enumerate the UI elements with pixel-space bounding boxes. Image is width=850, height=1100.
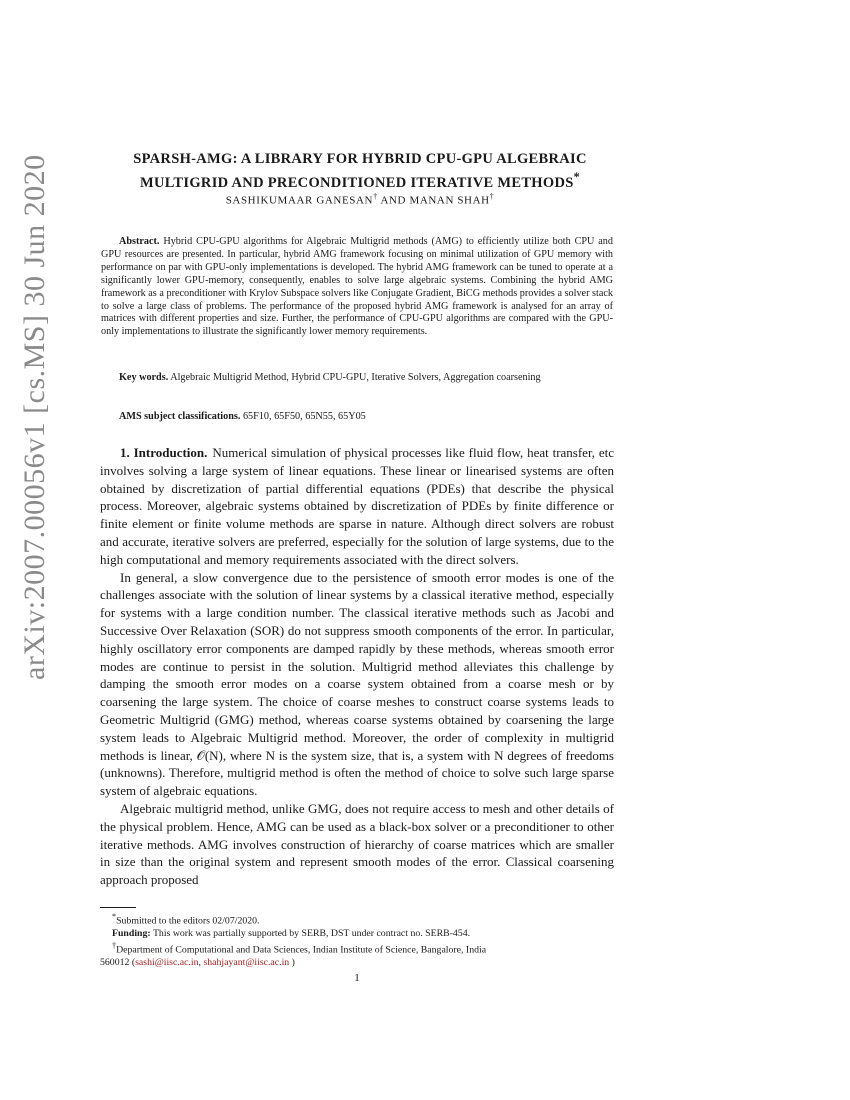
intro-paragraph-1-text: Numerical simulation of physical processes like fluid flow, heat transfer, etc involves solving a large system of linear equations. These linear or linearised systems are often obtained by discretization of partial differential equations (PDEs) that describe the physical process. Moreover, algebraic systems obtained by discretization of PDEs by finite difference or finite element or finite volume methods are sparse in nature. Although direct solvers are robust and accurate, iterative solvers are preferred, especially for the solution of large systems, due to the high computational and memory requirements associated with the direct solvers. [100, 445, 615, 567]
footnote-affiliation-mark: † [112, 941, 117, 951]
footnote-rule [100, 907, 136, 908]
author-2-mark: † [489, 192, 495, 201]
affiliation-text: Department of Computational and Data Sciences, Indian Institute of Science, Bangalore, India [116, 944, 487, 956]
title-line-2-text: MULTIGRID AND PRECONDITIONED ITERATIVE METHODS [140, 174, 574, 191]
author-line [100, 192, 620, 207]
email-link-2[interactable]: shahjayant@iisc.ac.in [203, 956, 290, 968]
keywords-label: Key words. [119, 372, 169, 383]
keywords [101, 372, 613, 385]
footnote-funding [100, 928, 614, 940]
introduction-section [100, 444, 614, 889]
abstract-text: Hybrid CPU-GPU algorithms for Algebraic Multigrid methods (AMG) to efficiently utilize both CPU and GPU resources are presented. In particular, hybrid AMG framework focusing on minimal utilization of GPU memory with performance on par with GPU-only implementations is developed. The hybrid AMG framework can be tuned to operate at a significantly lower GPU-memory, consequently, enables to solve large algebraic systems. Combining the hybrid AMG framework as a preconditioner with Krylov Subspace solvers like Conjugate Gradient, BiCG methods provides a solver stack to solve a large class of problems. The performance of the proposed hybrid AMG framework is analysed for an array of matrices with different properties and size. Further, the performance of CPU-GPU algorithms are compared with the GPU-only implementations to illustrate the significantly lower memory requirements. [101, 236, 613, 338]
email-separator: , [198, 956, 204, 968]
title-footnote-mark: * [573, 170, 580, 184]
email-link-1[interactable]: sashi@iisc.ac.in [135, 956, 199, 968]
ams-label: AMS subject classifications. [119, 411, 241, 422]
footnotes [100, 911, 614, 969]
intro-paragraph-1 [100, 444, 614, 569]
funding-text: This work was partially supported by SERB, DST under contract no. SERB-454. [152, 927, 471, 939]
author-1-mark: † [373, 192, 378, 201]
paper-title [100, 150, 620, 192]
footnote-affiliation [100, 940, 614, 957]
intro-paragraph-3: Algebraic multigrid method, unlike GMG, does not require access to mesh and other details of the physical problem. Hence, AMG can be used as a black-box solver or a preconditioner to other iterative methods. AMG involves construction of hierarchy of coarse matrices which are smaller in size than the original system and represent smooth modes of the error. Classical coarsening approach proposed [100, 800, 614, 888]
author-2: MANAN SHAH [409, 194, 490, 207]
footnote-emails [100, 957, 614, 969]
author-1: SASHIKUMAAR GANESAN [225, 194, 374, 207]
keywords-text: Algebraic Multigrid Method, Hybrid CPU-GPU, Iterative Solvers, Aggregation coarsening [170, 372, 541, 383]
intro-paragraph-2: In general, a slow convergence due to the persistence of smooth error modes is one of the challenges associate with the solution of linear systems by a classical iterative method, especially for systems with a large condition number. The classical iterative methods such as Jacobi and Successive Over Relaxation (SOR) do not suppress smooth components of the error. In particular, highly oscillatory error components are damped rapidly by these methods, whereas smooth error modes are continue to persist in the solution. Multigrid method alleviates this challenge by damping the smooth error modes on a coarse system obtained from a coarse mesh or by coarsening the large system. The choice of coarse meshes to construct coarse systems leads to Geometric Multigrid (GMG) method, whereas coarse systems obtained by coarsening the large system leads to Algebraic Multigrid method. Moreover, the order of complexity in multigrid methods is linear, 𝒪(N), where N is the system size, that is, a system with N degrees of freedoms (unknowns). Therefore, multigrid method is often the method of choice to solve such large sparse system of algebraic equations. [100, 569, 614, 799]
funding-label: Funding: [112, 927, 151, 939]
footnote-submitted-mark: * [112, 912, 117, 921]
title-line-1: SPARSH-AMG: A LIBRARY FOR HYBRID CPU-GPU ALGEBRAIC [133, 151, 587, 167]
section-heading: 1. Introduction. [120, 445, 208, 460]
author-separator: AND [380, 194, 407, 207]
zip-text: 560012 ( [100, 956, 136, 968]
abstract [101, 236, 613, 339]
page-number: 1 [354, 972, 360, 984]
title-line-2 [100, 168, 620, 192]
arxiv-stamp: arXiv:2007.00056v1 [cs.MS] 30 Jun 2020 [18, 154, 51, 680]
ams-text: 65F10, 65F50, 65N55, 65Y05 [242, 411, 366, 422]
email-close: ) [289, 956, 295, 968]
footnote-submitted-text: Submitted to the editors 02/07/2020. [116, 915, 260, 927]
abstract-label: Abstract. [119, 236, 160, 247]
ams-classifications [101, 411, 613, 424]
footnote-submitted [100, 911, 614, 928]
